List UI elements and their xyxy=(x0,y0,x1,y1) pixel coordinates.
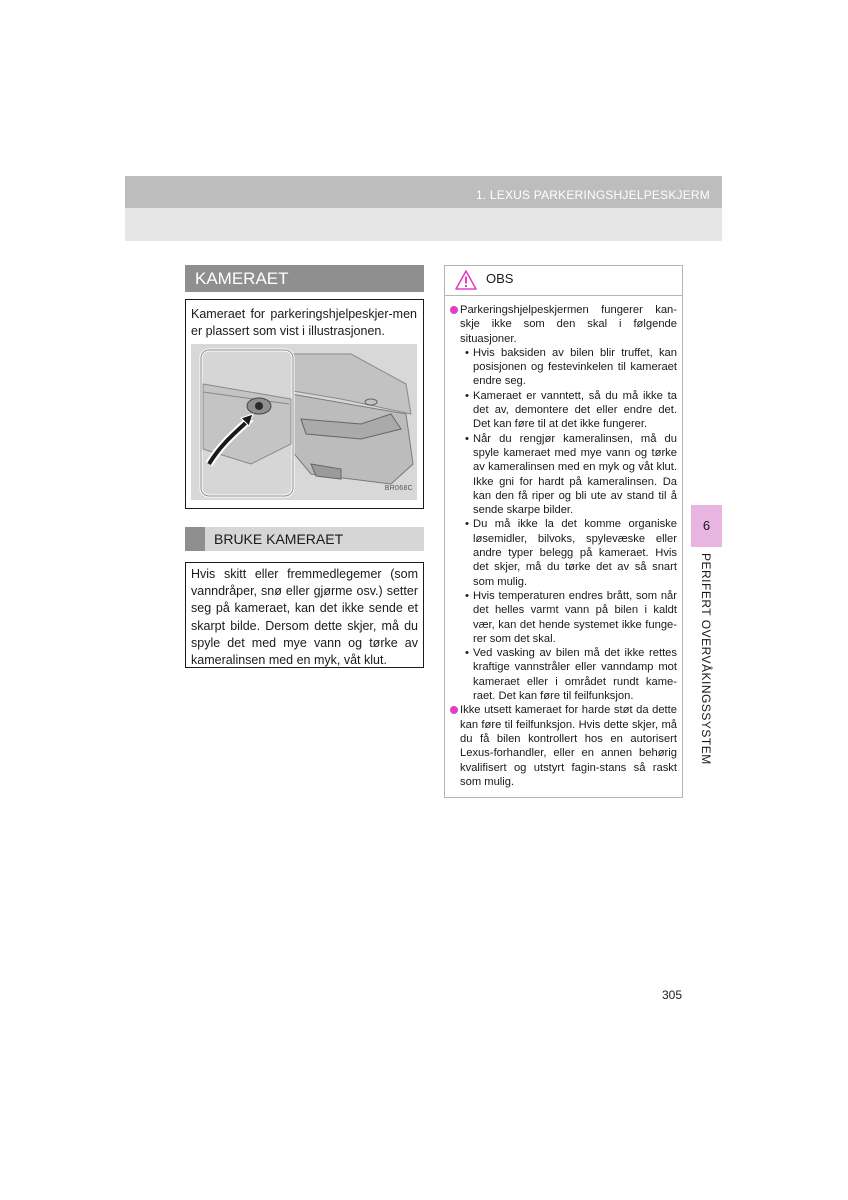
obs-bullet xyxy=(451,346,677,389)
obs-bullet-text: Når du rengjør kameralinsen, må du spyle kameraet med mye vann og tørke av kameralinsen med en myk og våt klut. Ikke gni for hardt på kameralinsen. Da kan den få riper og bli ute av stand til å sende skarpe bilder. xyxy=(473,432,677,517)
obs-item xyxy=(451,303,677,346)
obs-bullet-text: Du må ikke la det komme organiske løsemidler, bilvoks, spylevæske eller andre typer belegg på kameraet. Hvis det skjer, må du tørke det av så snart som mulig. xyxy=(473,518,677,588)
camera-use-box xyxy=(185,562,424,668)
warning-triangle-icon xyxy=(455,270,477,290)
obs-second-text: Ikke utsett kameraet for harde støt da dette kan føre til feilfunksjon. Hvis dette skjer, må du få bilen kontrollert hos en autorisert Lexus-forhandler, eller en annen behørig kvalifisert og utstyrt fagin-stans så raskt som mulig. xyxy=(460,704,677,788)
obs-item xyxy=(451,703,677,789)
section-title-bruke-kameraet: BRUKE KAMERAET xyxy=(214,531,344,547)
chapter-side-title xyxy=(699,553,715,765)
obs-bullet xyxy=(451,589,677,646)
header-title: 1. LEXUS PARKERINGSHJELPESKJERM xyxy=(475,188,710,202)
section-title-kameraet: KAMERAET xyxy=(185,265,424,292)
obs-body xyxy=(451,303,677,789)
camera-location-box xyxy=(185,299,424,509)
obs-bullet xyxy=(451,517,677,588)
pink-bullet-icon xyxy=(450,706,458,714)
chapter-title: PERIFERT OVERVÅKINGSSYSTEM xyxy=(699,553,713,765)
obs-bullet xyxy=(451,432,677,518)
obs-bullet xyxy=(451,646,677,703)
header-bar xyxy=(125,176,722,208)
obs-notice-box xyxy=(444,265,683,798)
car-rear-drawing xyxy=(191,344,417,500)
bullet-icon: • xyxy=(465,647,469,660)
obs-header xyxy=(445,266,682,296)
obs-bullet-text: Kameraet er vanntett, så du må ikke ta det av, demontere det eller endre det. Det kan føre til at det ikke fungerer. xyxy=(473,389,677,431)
bullet-icon: • xyxy=(465,518,469,531)
camera-illustration xyxy=(191,344,417,500)
bullet-icon: • xyxy=(465,589,469,602)
section-tab-marker xyxy=(185,527,205,551)
obs-bullet-text: Hvis baksiden av bilen blir truffet, kan posisjonen og festevinkelen til kameraet endre seg. xyxy=(473,346,677,388)
section-title-bar-bruke xyxy=(185,527,424,551)
bullet-icon: • xyxy=(465,346,469,359)
header-band xyxy=(125,208,722,241)
camera-use-text: Hvis skitt eller fremmedlegemer (som vanndråper, snø eller gjørme osv.) setter seg på kameraet, kan det ikke sende et skarpt bilde. Dersom dette skjer, må du spyle det med mye vann og tørke av kameralinsen med en myk, våt klut. xyxy=(191,567,418,668)
bullet-icon: • xyxy=(465,432,469,445)
obs-intro-text: Parkeringshjelpeskjermen fungerer kan-skje ikke som den skal i følgende situasjoner. xyxy=(460,304,677,345)
bullet-icon: • xyxy=(465,389,469,402)
obs-bullet-text: Hvis temperaturen endres brått, som når det helles varmt vann på bilen i kaldt vær, kan det hende systemet ikke funge-rer som det skal. xyxy=(473,589,677,645)
pink-bullet-icon xyxy=(450,306,458,314)
chapter-tab xyxy=(691,505,722,547)
obs-bullet xyxy=(451,389,677,432)
obs-bullet-text: Ved vasking av bilen må det ikke rettes kraftige vannstråler eller vanndamp mot kameraet eller i området rundt kame-raet. Det kan føre til feilfunksjon. xyxy=(473,647,677,703)
illustration-code: BR068C xyxy=(384,485,413,492)
obs-title: OBS xyxy=(486,271,514,286)
chapter-number: 6 xyxy=(702,518,711,533)
page-number: 305 xyxy=(662,988,683,1002)
camera-location-text: Kameraet for parkeringshjelpeskjer-men er plassert som vist i illustrasjonen. xyxy=(191,307,417,338)
